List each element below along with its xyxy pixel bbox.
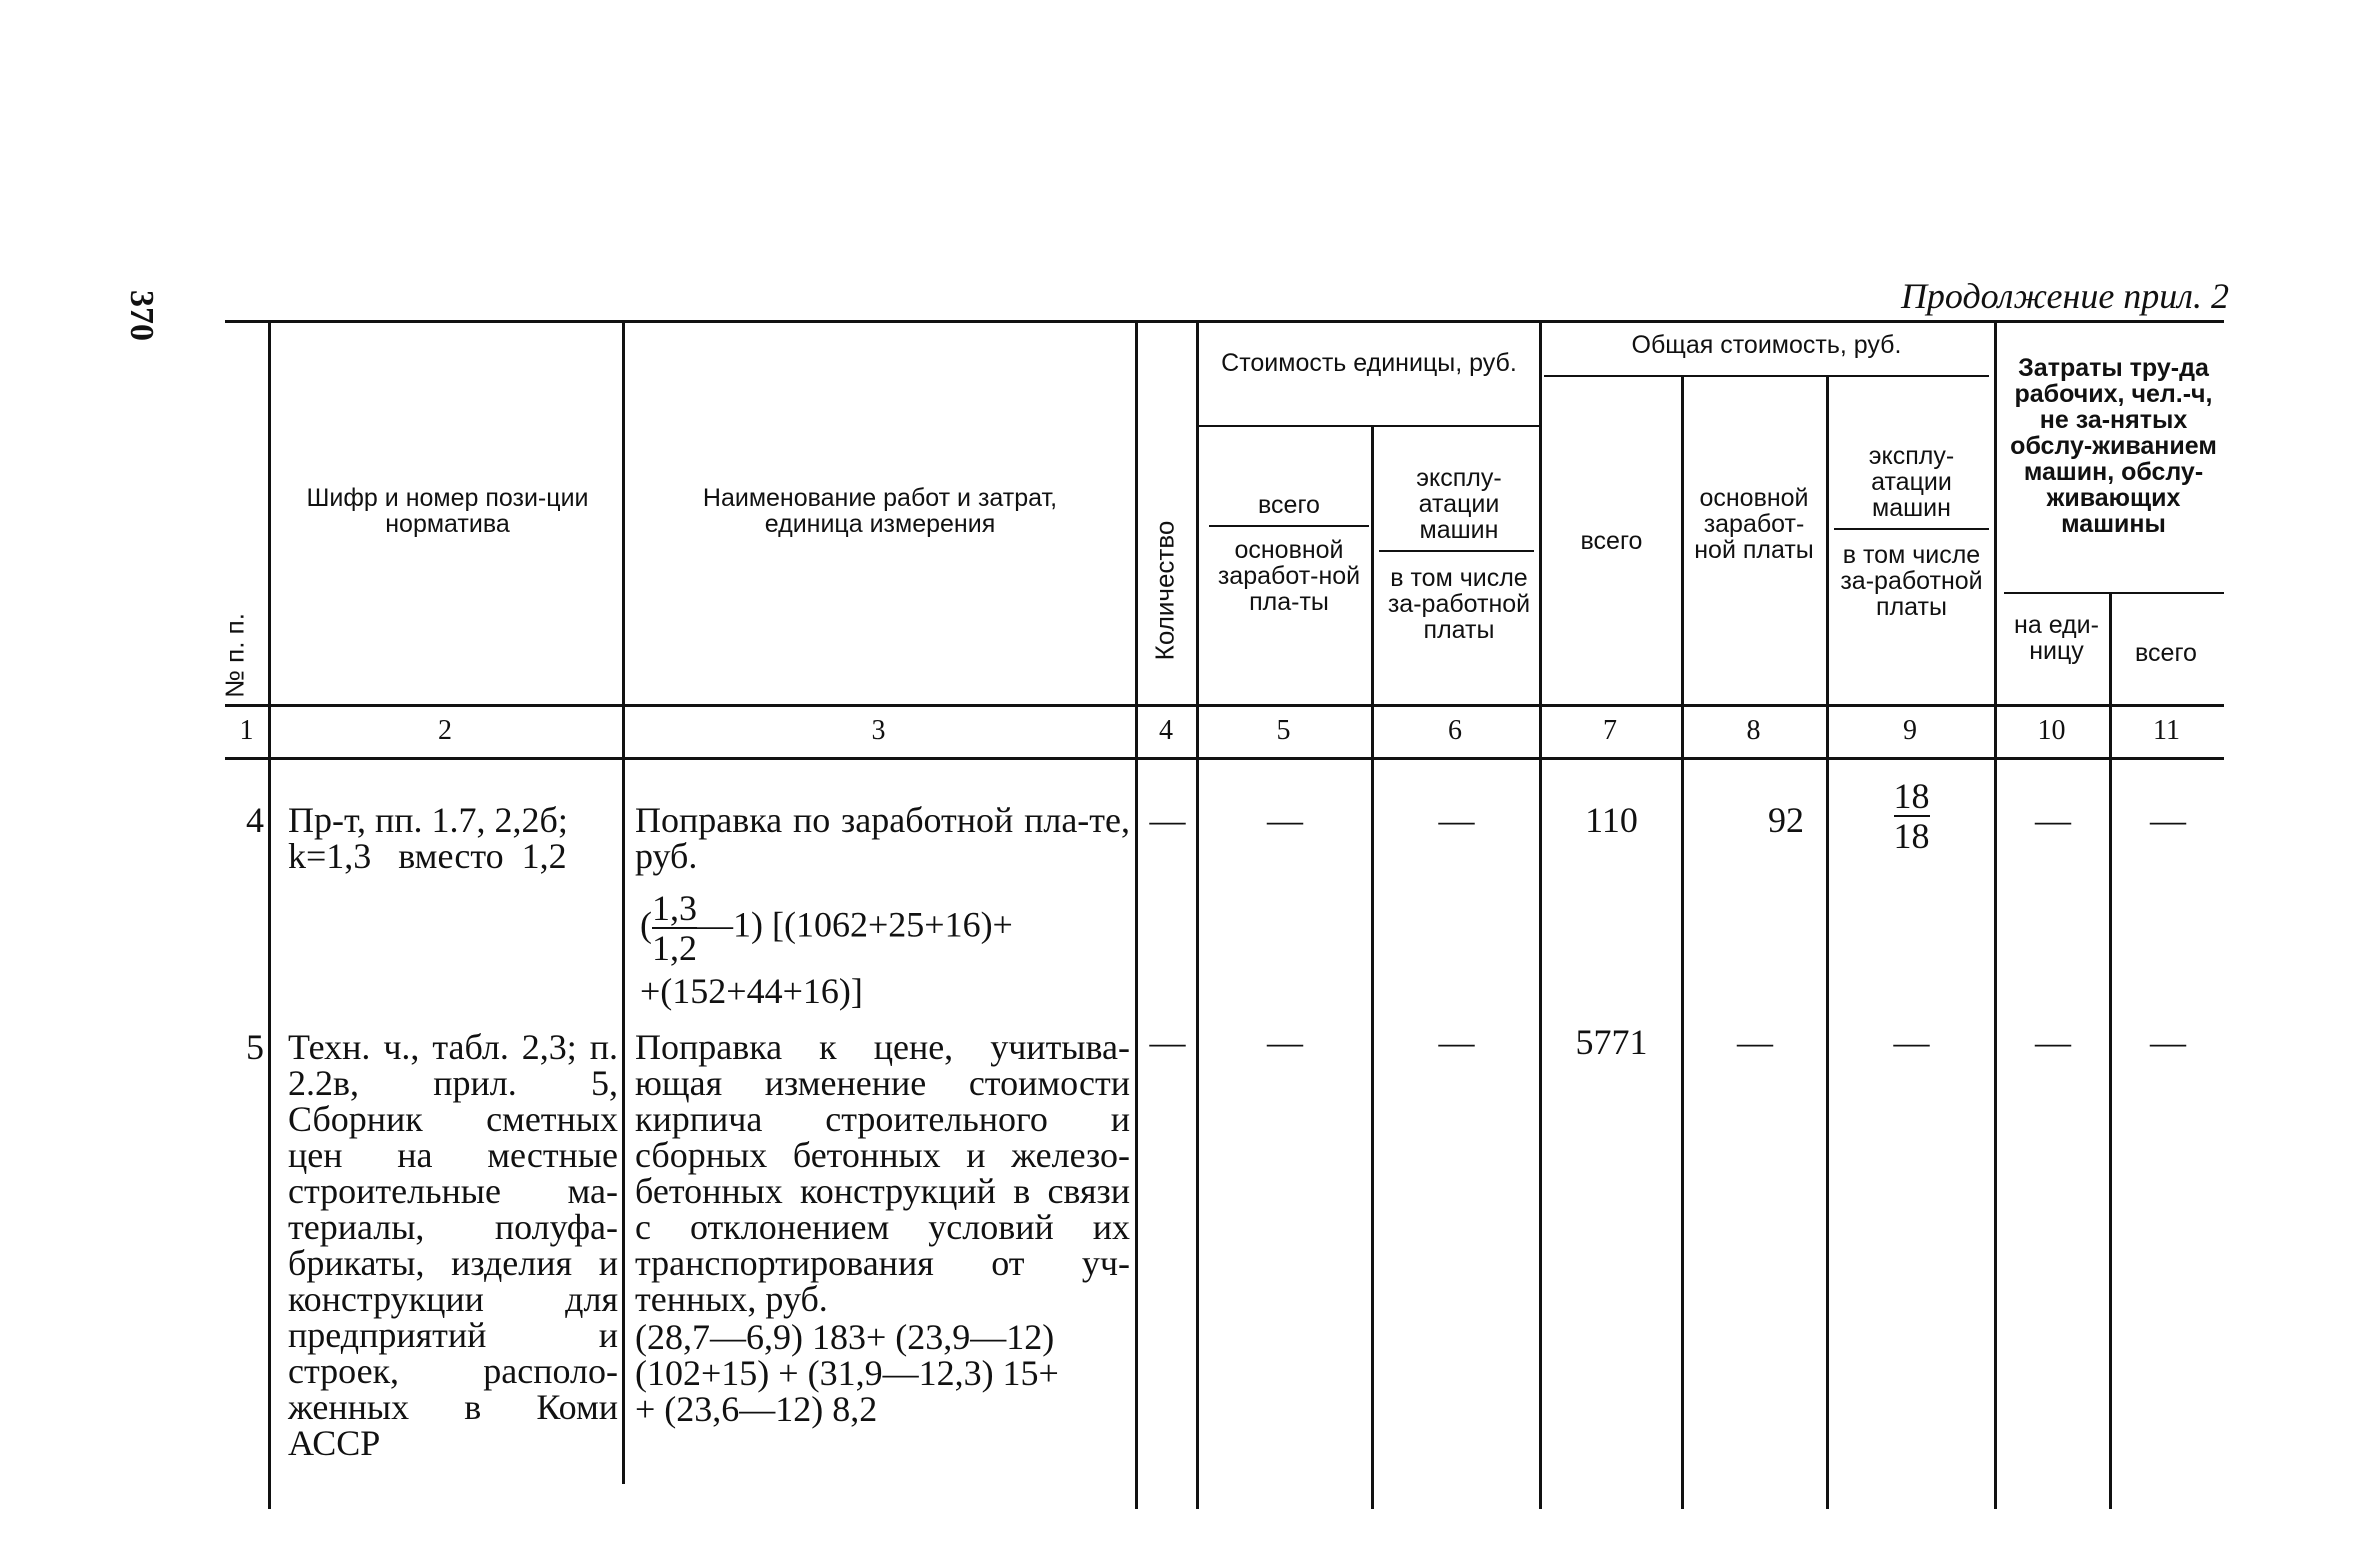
header-unit-cost: Стоимость единицы, руб.	[1221, 349, 1517, 377]
formula-line: (102+15) + (31,9—12,3) 15+	[635, 1353, 1059, 1393]
column-number: 10	[2037, 715, 2066, 746]
header-total: всего	[1580, 527, 1643, 555]
formula-line: +(152+44+16)]	[640, 971, 863, 1011]
quantity-cell: —	[1149, 800, 1186, 840]
formula-denominator: 1,2	[652, 928, 697, 968]
column-number: 1	[239, 715, 254, 746]
header-total-machines: эксплу-атации машин	[1868, 442, 1955, 522]
row-name: Поправка по заработной пла-те, руб.	[635, 800, 1130, 876]
row-code	[288, 802, 618, 874]
row-formula	[640, 889, 1135, 1009]
header-labor: Затраты тру-да рабочих, чел.-ч, не за-нятых обслу-живанием машин, обслу-живающих машины	[2010, 354, 2217, 538]
labor-per-unit-cell: —	[2035, 1022, 2071, 1062]
labor-per-unit-cell: —	[2035, 800, 2071, 840]
column-number: 3	[871, 715, 886, 746]
total-wages-cell: 92	[1768, 800, 1804, 840]
header-total-wages: основной заработ-ной платы	[1694, 484, 1814, 564]
total-machines-cell: —	[1893, 1022, 1930, 1062]
header-labor-per-unit: на еди-ницу	[2014, 611, 2099, 665]
machines-wages-value: 18	[1893, 816, 1930, 856]
machines-total-value: 18	[1893, 777, 1930, 816]
column-number: 8	[1746, 715, 1761, 746]
column-number: 5	[1276, 715, 1291, 746]
row-name: Поправка к цене, учитыва-ющая изменение стоимости кирпича строительного и сборных бетонных и железо-бетонных конструкций в связи с отклонением условий их транспортирования от уч-тенных, руб.	[635, 1027, 1130, 1319]
unit-total-cell: —	[1267, 800, 1303, 840]
formula-line: + (23,6—12) 8,2	[635, 1389, 878, 1429]
labor-total-cell: —	[2150, 800, 2186, 840]
row-number: 4	[246, 800, 264, 840]
row-number: 5	[246, 1027, 264, 1067]
column-number: 2	[438, 715, 452, 746]
row-code-line: k=1,3 вместо 1,2	[288, 836, 567, 876]
header-total-cost: Общая стоимость, руб.	[1631, 331, 1902, 359]
unit-total-cell: —	[1267, 1022, 1303, 1062]
column-number: 4	[1159, 715, 1173, 746]
header-row-number: № п. п.	[219, 613, 250, 698]
formula-rest: —1) [(1062+25+16)+	[697, 904, 1013, 945]
header-name: Наименование работ и затрат, единица измерения	[702, 484, 1058, 538]
total-wages-cell: —	[1737, 1022, 1773, 1062]
formula-line: ( $\frac{1,3}{1,2}$ —1) [(1062+25+16)+	[640, 888, 1013, 968]
header-labor-total: всего	[2135, 639, 2197, 667]
header-total-machine-wages: в том числе за-работной платы	[1840, 541, 1983, 621]
column-number: 7	[1603, 715, 1617, 746]
unit-machines-cell: —	[1438, 1022, 1475, 1062]
total-cell: 5771	[1575, 1022, 1648, 1062]
continuation-label: Продолжение прил. 2	[1900, 276, 2229, 316]
column-number: 11	[2153, 715, 2180, 746]
header-unit-wages: основной заработ-ной пла-ты	[1217, 536, 1361, 616]
column-number: 9	[1903, 715, 1917, 746]
row-code-line: Пр-т, пп. 1.7, 2,2б;	[288, 800, 568, 840]
formula-line: (28,7—6,9) 183+ (23,9—12)	[635, 1317, 1055, 1357]
page-number: 370	[123, 290, 160, 341]
row-name-block	[635, 1029, 1130, 1427]
unit-machines-cell: —	[1438, 800, 1475, 840]
header-unit-total: всего	[1258, 491, 1320, 519]
column-number: 6	[1448, 715, 1462, 746]
total-cell: 110	[1585, 800, 1638, 840]
header-quantity: Количество	[1149, 520, 1180, 661]
header-code: Шифр и номер пози-ции норматива	[306, 484, 589, 538]
quantity-cell: —	[1149, 1022, 1186, 1062]
total-machines-cell	[1829, 778, 1994, 855]
labor-total-cell: —	[2150, 1022, 2186, 1062]
header-unit-machine-wages: в том числе за-работной платы	[1387, 564, 1531, 644]
formula-numerator: 1,3	[652, 888, 697, 928]
header-unit-machines: эксплу-атации машин	[1416, 464, 1502, 544]
row-code: Техн. ч., табл. 2,3; п. 2.2в, прил. 5, Сборник сметных цен на местные строительные ма-териалы, полуфа-брикаты, изделия и конструкции для предприятий и строек, располо-женных в Коми АССР	[288, 1027, 618, 1463]
